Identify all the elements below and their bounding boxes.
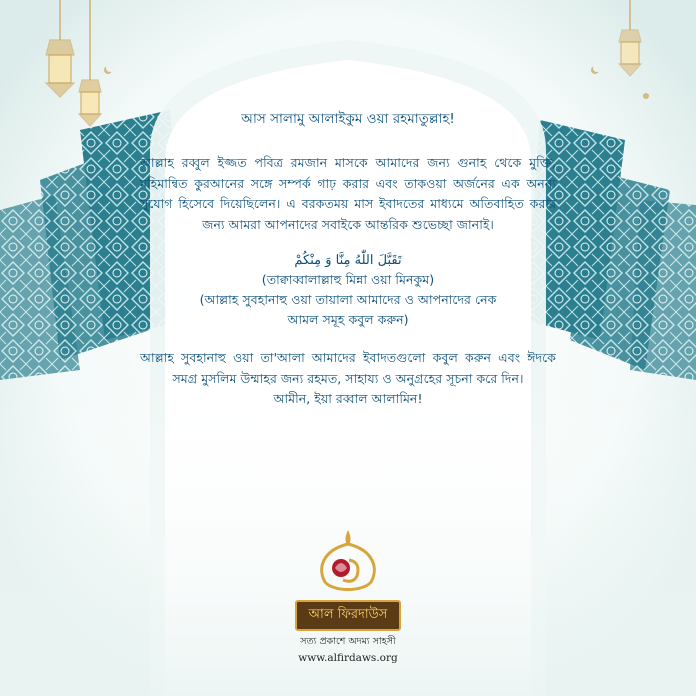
greeting-text: আস সালামু আলাইকুম ওয়া রহমাতুল্লাহ! bbox=[241, 111, 455, 127]
arabic-dua: تَقَبَّلَ اللّٰهُ مِنَّا وَ مِنْكُمْ bbox=[294, 253, 402, 268]
logo-emblem-icon bbox=[313, 528, 383, 594]
alfirdaws-logo bbox=[286, 528, 410, 664]
closing-text: আমীন, ইয়া রব্বাল আলামিন! bbox=[273, 391, 423, 406]
transliteration-text: (তাক্বাব্বালাল্লাহু মিন্না ওয়া মিনকুম) bbox=[261, 272, 435, 287]
eid-message: আল্লাহ সুবহানাহু ওয়া তা'আলা আমাদের ইবাদতগুলো কবুল করুন এবং ঈদকে সমগ্র মুসলিম উম্মাহর জন্য রহমত, সাহায্য ও অনুগ্রহের সূচনা করে দিন। bbox=[140, 350, 556, 386]
translation-line-2: আমল সমূহ কবুল করুন) bbox=[287, 312, 409, 327]
brand-tagline: সত্য প্রকাশে অদম্য সাহসী bbox=[300, 636, 396, 647]
message-card bbox=[140, 108, 556, 409]
brand-name: আল ফিরদাউস bbox=[295, 600, 402, 631]
website-url[interactable]: www.alfirdaws.org bbox=[298, 652, 398, 664]
translation-line-1: (আল্লাহ সুবহানাহু ওয়া তায়ালা আমাদের ও আপনাদের নেক bbox=[199, 292, 497, 307]
ramadan-message: আল্লাহ রব্বুল ইজ্জত পবিত্র রমজান মাসকে আমাদের জন্য গুনাহ থেকে মুক্তি, মহিমান্বিত কুরআনের সঙ্গে সম্পর্ক গাঢ় করার এবং তাকওয়া অর্জনের এক অনন্য সুযোগ হিসেবে দিয়েছিলেন। এ বরকতময় মাস ইবাদতের মাধ্যমে অতিবাহিত করার জন্য আমরা আপনাদের সবাইকে আন্তরিক শুভেচ্ছা জানাই। bbox=[140, 155, 556, 232]
